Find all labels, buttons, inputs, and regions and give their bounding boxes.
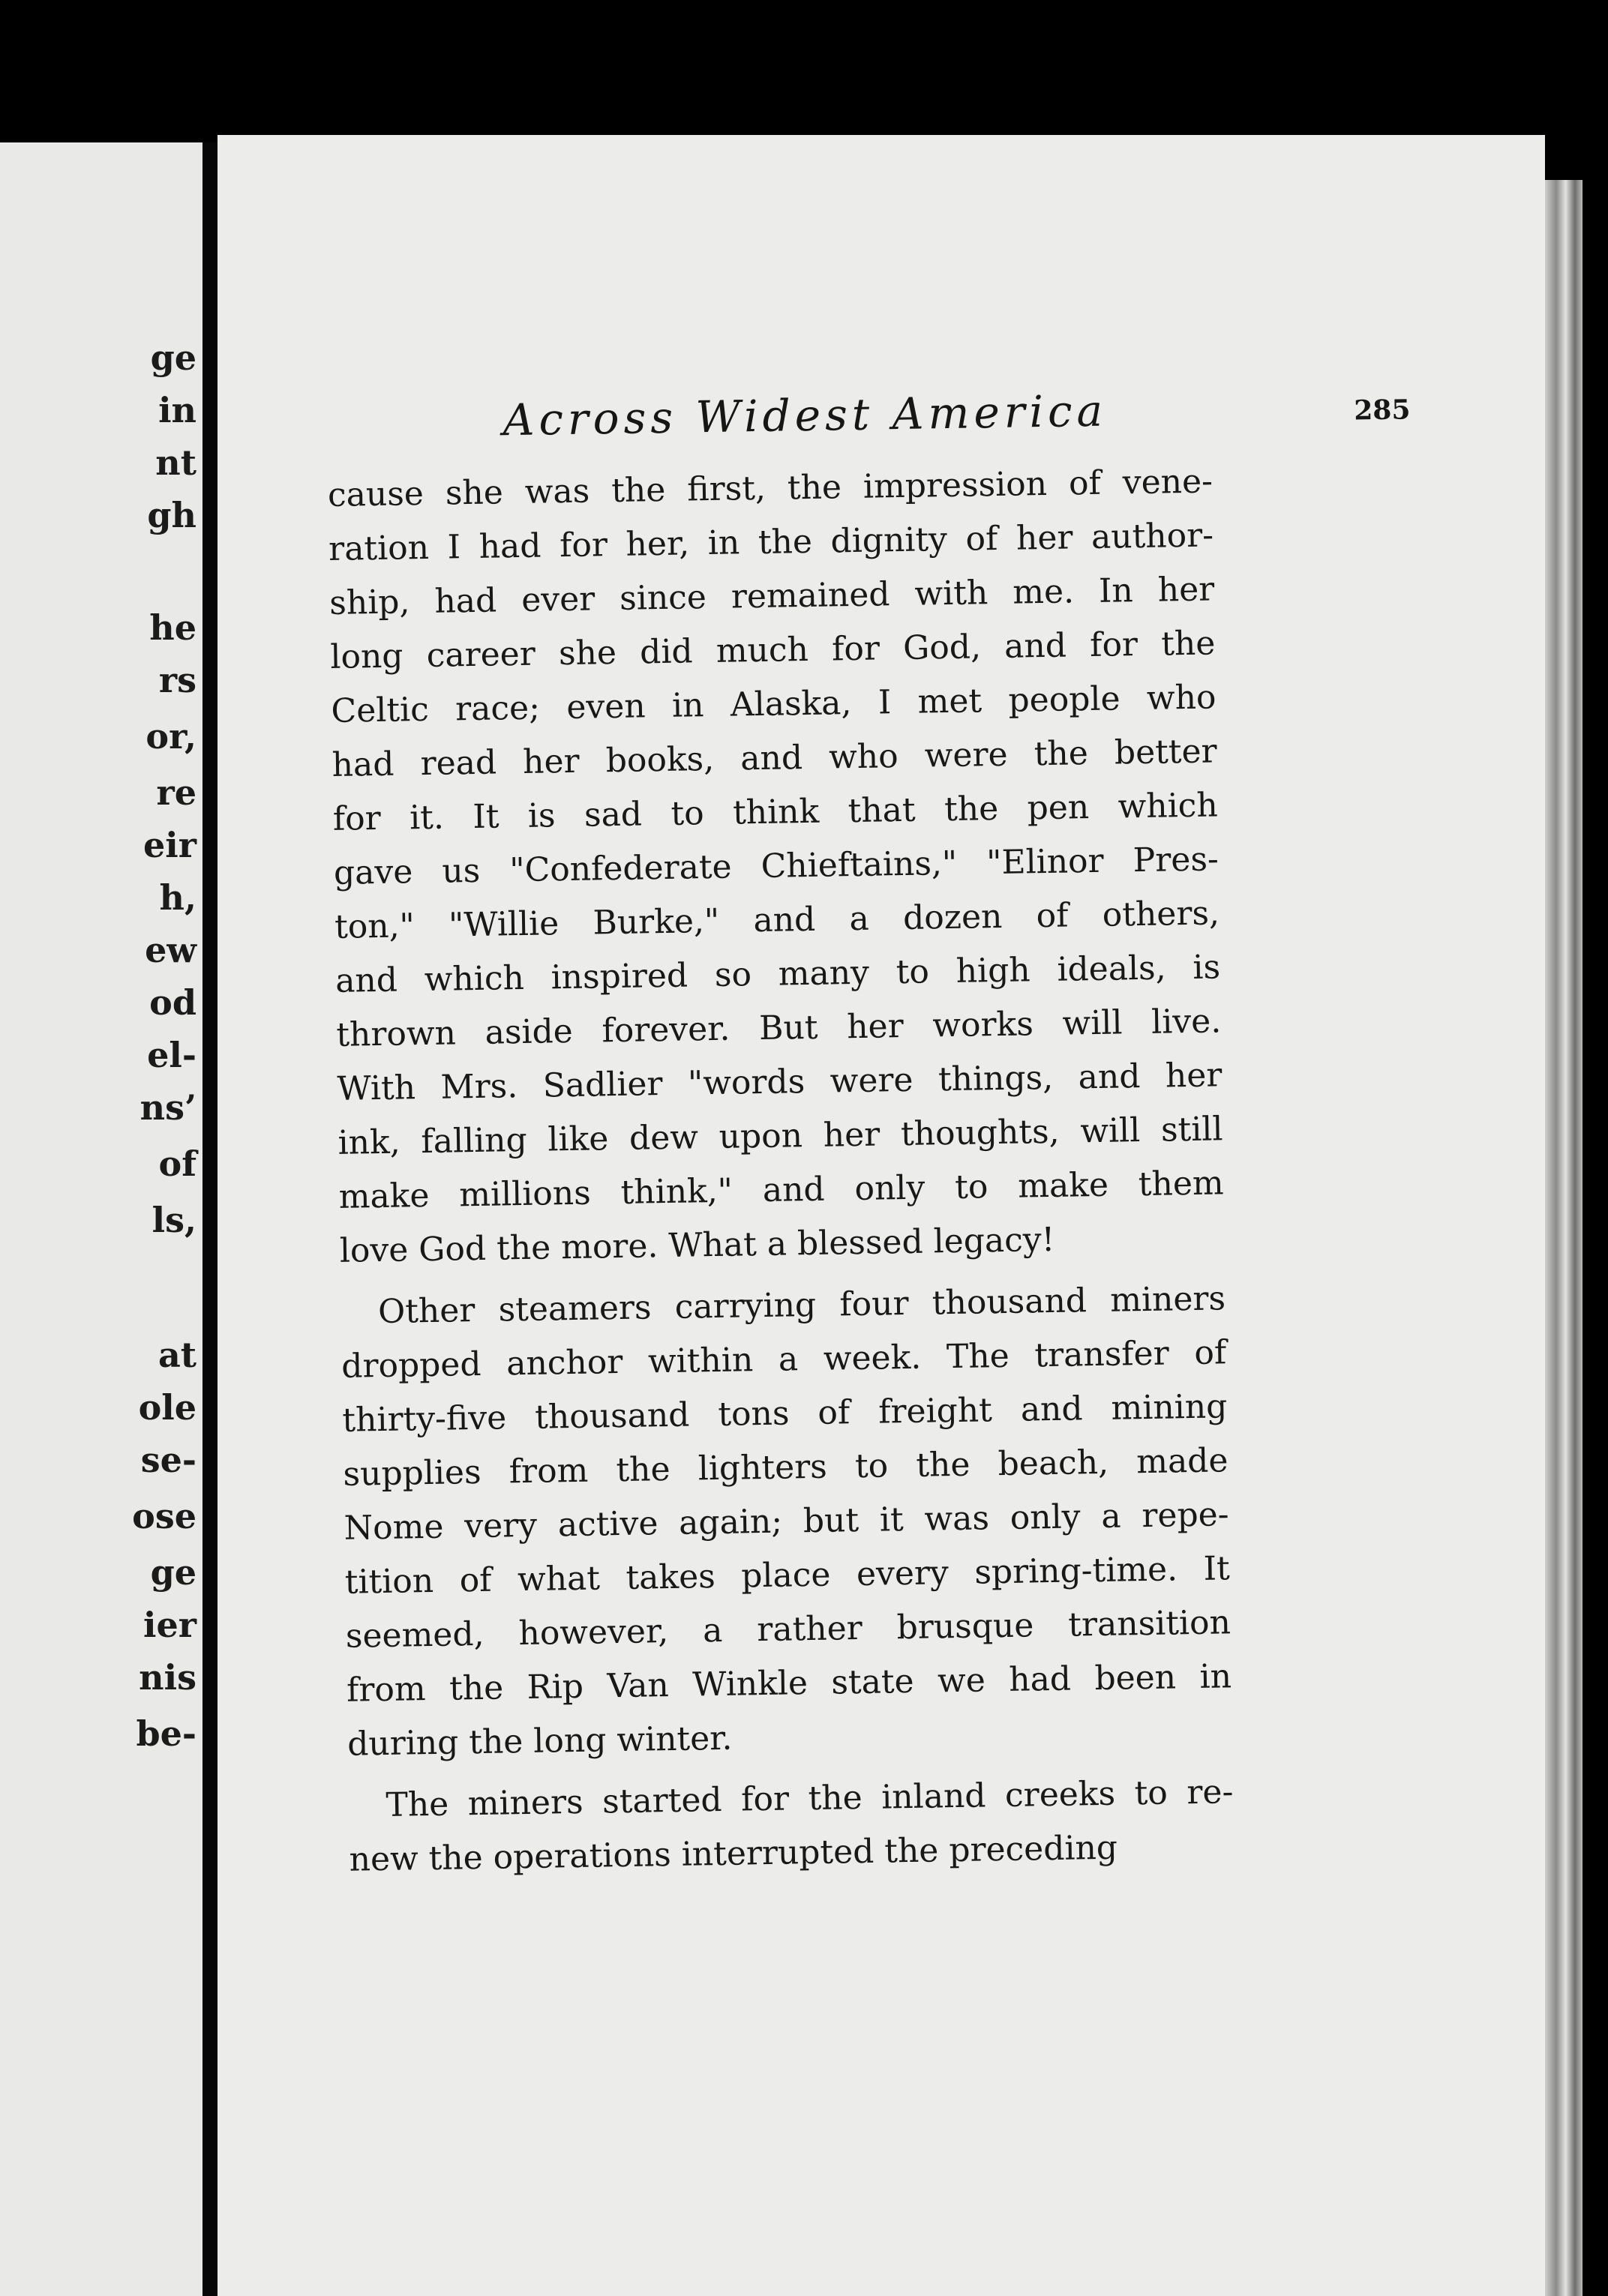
text-line: ton," "Willie Burke," and a dozen of others, <box>334 894 1220 946</box>
left-page-fragment: el- <box>147 1035 196 1075</box>
text-line: and which inspired so many to high ideals, is <box>334 948 1221 1000</box>
left-page-fragment: at <box>158 1335 196 1375</box>
left-page-fragment: gh <box>147 495 196 535</box>
text-line: for it. It is sad to think that the pen which <box>332 786 1219 838</box>
running-title: Across Widest America <box>502 385 1108 446</box>
text-line: long career she did much for God, and for the <box>330 624 1216 676</box>
left-page-fragment: ew <box>145 930 196 970</box>
text-line: gave us "Confederate Chieftains," "Elinor Pres- <box>333 840 1220 892</box>
left-page-fragment: ier <box>143 1605 196 1645</box>
left-page-fragment: rs <box>158 660 196 700</box>
left-page-fragment: od <box>149 982 196 1023</box>
text-line: Other steamers carrying four thousand miners <box>377 1279 1226 1332</box>
left-page-fragment: re <box>156 772 196 813</box>
left-page-fragment: ns’ <box>140 1087 196 1128</box>
left-page-fragment: nis <box>139 1657 196 1698</box>
text-line: had read her books, and who were the better <box>332 732 1217 784</box>
text-line: Celtic race; even in Alaska, I met people who <box>331 678 1216 730</box>
left-page-fragment: se- <box>140 1440 196 1480</box>
text-line: ration I had for her, in the dignity of her author- <box>328 516 1214 568</box>
facing-page-left <box>0 142 202 2296</box>
left-page-fragment: nt <box>155 442 196 483</box>
paragraph <box>348 1762 1422 1887</box>
body-text <box>327 452 1422 1887</box>
left-page-fragment: ole <box>138 1387 196 1428</box>
book-gutter <box>202 142 218 2296</box>
running-head <box>326 381 1411 457</box>
left-page-fragment: ge <box>150 1552 196 1593</box>
paragraph <box>340 1269 1420 1771</box>
text-line: cause she was the first, the impression of vene- <box>327 462 1214 514</box>
page-text-block <box>326 381 1422 1887</box>
left-page-fragment: be- <box>136 1713 196 1754</box>
text-line: With Mrs. Sadlier "words were things, and her <box>337 1056 1222 1108</box>
text-line: tition of what takes place every spring-time. It <box>344 1549 1231 1602</box>
text-line: supplies from the lighters to the beach, made <box>343 1441 1228 1494</box>
text-line: seemed, however, a rather brusque transition <box>345 1603 1232 1656</box>
text-line: ship, had ever since remained with me. In her <box>328 570 1215 622</box>
text-line: from the Rip Van Winkle state we had been in <box>346 1657 1232 1710</box>
left-page-fragment: ose <box>132 1496 196 1536</box>
left-page-fragment: in <box>158 390 196 430</box>
left-page-fragment: of <box>158 1144 196 1184</box>
text-line: thirty-five thousand tons of freight and mining <box>342 1387 1228 1440</box>
page-edge <box>1545 180 1582 2296</box>
text-line: thrown aside forever. But her works will live. <box>335 1002 1222 1054</box>
left-page-fragment: h, <box>159 877 196 918</box>
left-page-fragment: ls, <box>152 1200 196 1240</box>
text-line: during the long winter. <box>346 1719 733 1764</box>
left-page-fragment: he <box>149 607 196 648</box>
left-page-fragment: eir <box>143 825 196 865</box>
text-line: new the operations interrupted the preceding <box>349 1828 1118 1879</box>
paragraph <box>327 452 1412 1278</box>
text-line: make millions think," and only to make them <box>338 1164 1225 1216</box>
left-page-fragment: ge <box>150 337 196 378</box>
page-number: 285 <box>1353 394 1411 427</box>
text-line: Nome very active again; but it was only a repe- <box>344 1495 1229 1548</box>
text-line: The miners started for the inland creeks to re- <box>386 1773 1234 1824</box>
text-line: dropped anchor within a week. The transfer of <box>340 1333 1227 1386</box>
text-line: ink, falling like dew upon her thoughts, will still <box>338 1110 1223 1162</box>
page-right <box>218 135 1545 2296</box>
text-line: love God the more. What a blessed legacy! <box>339 1220 1055 1270</box>
left-page-fragment: or, <box>146 716 196 757</box>
